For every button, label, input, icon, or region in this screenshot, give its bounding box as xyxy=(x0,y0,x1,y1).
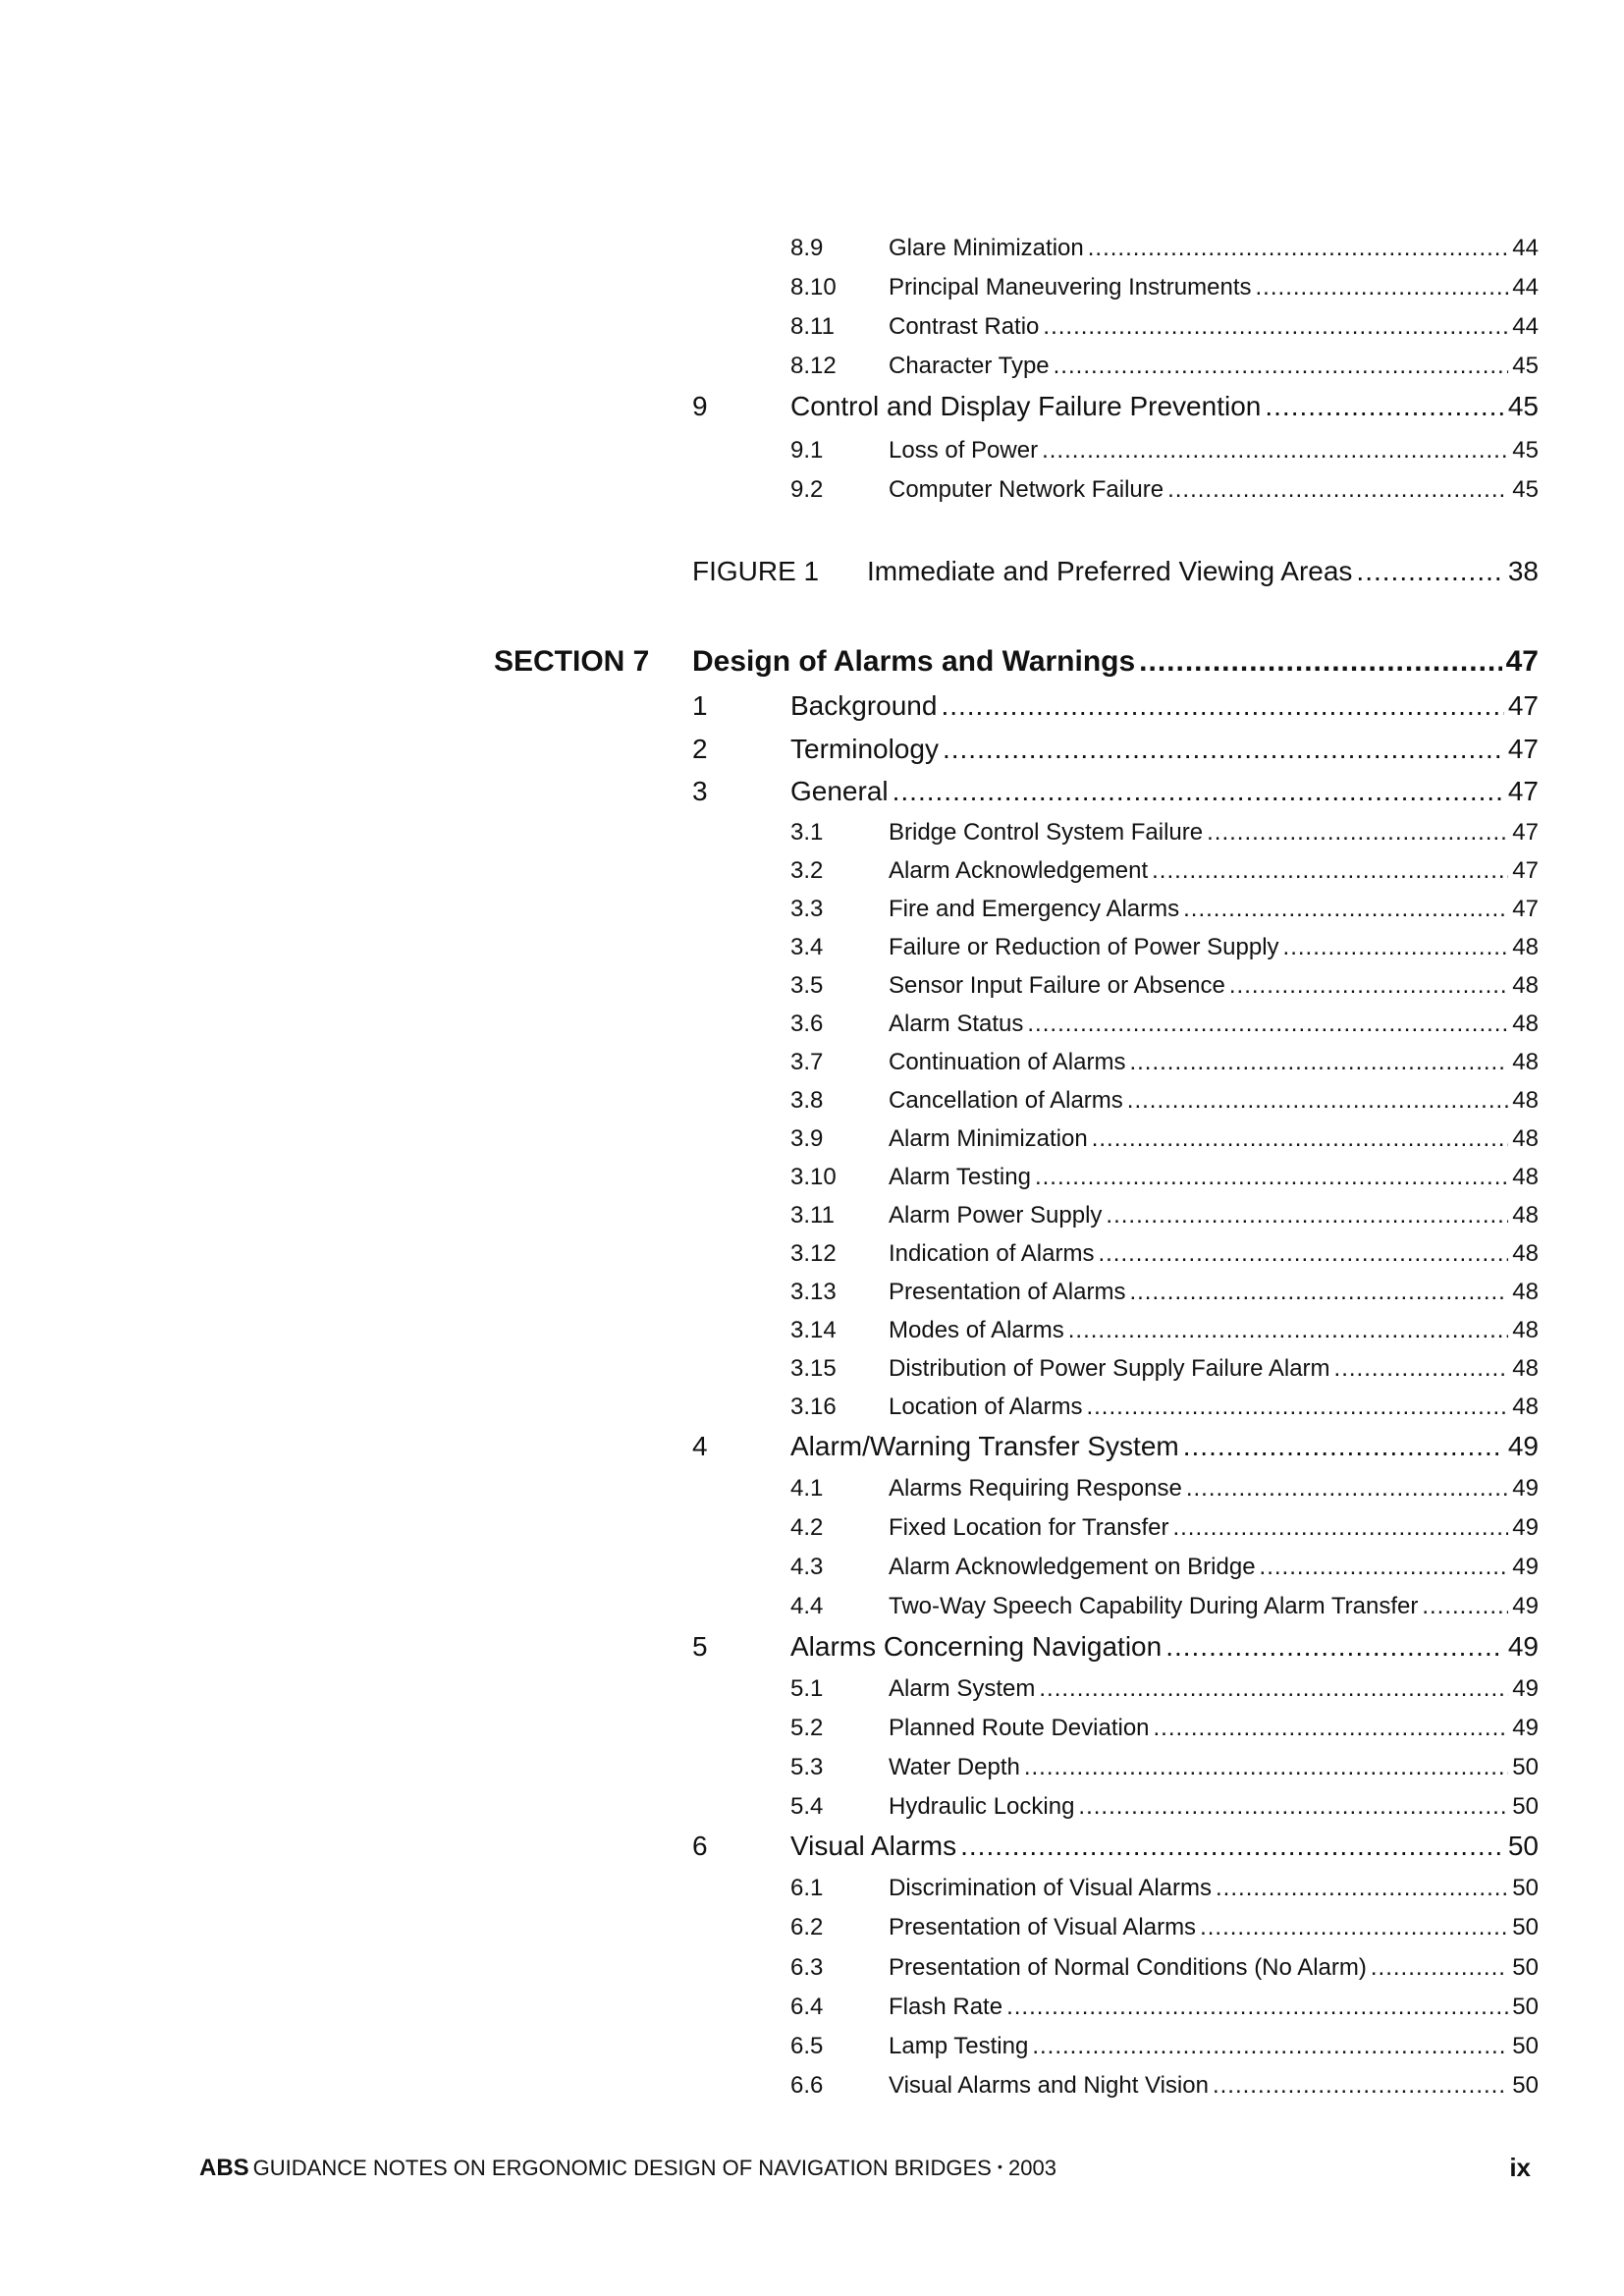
entry-number: 8.9 xyxy=(790,235,824,261)
entry-page: 45 xyxy=(1507,391,1539,421)
entry-number: 3.5 xyxy=(790,972,824,999)
entry-title: Contrast Ratio xyxy=(889,313,1040,340)
entry-number: 6.6 xyxy=(790,2072,824,2099)
entry-title: General xyxy=(790,776,889,806)
toc-subentry xyxy=(790,1355,1539,1383)
entry-number: 3.14 xyxy=(790,1317,837,1343)
toc-entry xyxy=(692,734,1539,765)
entry-page: 48 xyxy=(1512,1279,1539,1305)
entry-number: 3.3 xyxy=(790,896,824,922)
entry-title: Planned Route Deviation xyxy=(889,1715,1150,1741)
toc-subentry xyxy=(790,896,1539,923)
entry-page: 49 xyxy=(1512,1475,1539,1502)
dot-leader xyxy=(1207,819,1508,847)
toc-subentry xyxy=(790,1994,1539,2021)
section-title: Design of Alarms and Warnings xyxy=(692,645,1136,678)
entry-page: 50 xyxy=(1512,2072,1539,2099)
entry-page: 50 xyxy=(1512,1754,1539,1780)
entry-title: Alarm Power Supply xyxy=(889,1202,1103,1229)
entry-page: 48 xyxy=(1512,934,1539,960)
entry-number: 4.3 xyxy=(790,1554,824,1580)
entry-title: Character Type xyxy=(889,353,1050,379)
entry-title: Fire and Emergency Alarms xyxy=(889,896,1180,922)
entry-number: 6.4 xyxy=(790,1994,824,2020)
dot-leader xyxy=(941,690,1503,722)
toc-subentry xyxy=(790,1715,1539,1742)
entry-number: 6.1 xyxy=(790,1875,824,1901)
toc-subentry xyxy=(790,2072,1539,2100)
dot-leader xyxy=(1024,1754,1508,1781)
entry-title: Principal Maneuvering Instruments xyxy=(889,274,1252,301)
entry-page: 49 xyxy=(1512,1675,1539,1702)
entry-number: 4.4 xyxy=(790,1593,824,1619)
figure-entry xyxy=(692,556,1539,587)
dot-leader xyxy=(1183,896,1508,923)
entry-title: Fixed Location for Transfer xyxy=(889,1514,1169,1541)
entry-title: Alarm Acknowledgement xyxy=(889,857,1149,884)
dot-leader xyxy=(1167,476,1508,504)
entry-page: 50 xyxy=(1512,1994,1539,2020)
toc-subentry xyxy=(790,1514,1539,1542)
entry-number: 3.2 xyxy=(790,857,824,884)
toc-subentry xyxy=(790,1675,1539,1703)
dot-leader xyxy=(1213,2072,1508,2100)
dot-leader xyxy=(1098,1240,1508,1268)
entry-page: 48 xyxy=(1512,1049,1539,1075)
toc-subentry xyxy=(790,437,1539,465)
entry-page: 49 xyxy=(1507,1431,1539,1461)
footer-title: GUIDANCE NOTES ON ERGONOMIC DESIGN OF NAVIGATION BRIDGES xyxy=(252,2156,992,2180)
entry-number: 3.15 xyxy=(790,1355,837,1382)
entry-title: Alarm Status xyxy=(889,1011,1024,1037)
dot-leader xyxy=(1106,1202,1508,1230)
toc-entry xyxy=(692,1431,1539,1462)
toc-subentry xyxy=(790,1793,1539,1821)
toc-entry xyxy=(692,1831,1539,1862)
toc-subentry xyxy=(790,1279,1539,1306)
entry-title: Control and Display Failure Prevention xyxy=(790,391,1262,421)
dot-leader xyxy=(1068,1317,1509,1344)
toc-subentry xyxy=(790,1914,1539,1941)
entry-number: 3.13 xyxy=(790,1279,837,1305)
entry-number: 6 xyxy=(692,1831,708,1861)
toc-entry xyxy=(692,391,1539,422)
entry-title: Visual Alarms and Night Vision xyxy=(889,2072,1209,2099)
dot-leader xyxy=(1042,437,1508,465)
entry-page: 48 xyxy=(1512,1355,1539,1382)
dot-leader xyxy=(893,776,1504,807)
entry-number: 3.11 xyxy=(790,1202,835,1229)
entry-title: Location of Alarms xyxy=(889,1394,1083,1420)
entry-number: 4 xyxy=(692,1431,708,1461)
entry-title: Flash Rate xyxy=(889,1994,1003,2020)
dot-leader xyxy=(1092,1125,1509,1153)
entry-page: 48 xyxy=(1512,1125,1539,1152)
entry-number: 9.2 xyxy=(790,476,824,503)
entry-page: 44 xyxy=(1512,274,1539,301)
entry-title: Alarms Requiring Response xyxy=(889,1475,1182,1502)
entry-title: Computer Network Failure xyxy=(889,476,1164,503)
entry-number: 3.16 xyxy=(790,1394,837,1420)
dot-leader xyxy=(1256,274,1509,301)
entry-title: Presentation of Alarms xyxy=(889,1279,1126,1305)
entry-page: 48 xyxy=(1512,1202,1539,1229)
dot-leader xyxy=(1027,1011,1508,1038)
entry-number: 5.4 xyxy=(790,1793,824,1820)
dot-leader xyxy=(1265,391,1503,422)
toc-subentry xyxy=(790,235,1539,262)
dot-leader xyxy=(1165,1631,1504,1663)
toc-subentry xyxy=(790,1593,1539,1620)
entry-page: 47 xyxy=(1512,819,1539,846)
page-footer xyxy=(199,2155,1056,2182)
toc-subentry xyxy=(790,1317,1539,1344)
toc-subentry xyxy=(790,857,1539,885)
entry-title: Discrimination of Visual Alarms xyxy=(889,1875,1213,1901)
entry-title: Two-Way Speech Capability During Alarm Transfer xyxy=(889,1593,1419,1619)
entry-number: 5.3 xyxy=(790,1754,824,1780)
toc-subentry xyxy=(790,1087,1539,1115)
entry-page: 47 xyxy=(1512,857,1539,884)
entry-number: 5.2 xyxy=(790,1715,824,1741)
dot-leader xyxy=(1088,235,1509,262)
entry-title: Sensor Input Failure or Absence xyxy=(889,972,1225,999)
dot-leader xyxy=(1032,2033,1508,2060)
figure-page: 38 xyxy=(1507,556,1539,586)
entry-page: 48 xyxy=(1512,1317,1539,1343)
dot-leader xyxy=(943,734,1504,765)
dot-leader xyxy=(1356,556,1503,587)
entry-page: 49 xyxy=(1512,1593,1539,1619)
toc-subentry xyxy=(790,934,1539,961)
entry-number: 3.6 xyxy=(790,1011,824,1037)
dot-leader xyxy=(1043,313,1508,341)
dot-leader xyxy=(1283,934,1509,961)
entry-page: 49 xyxy=(1512,1715,1539,1741)
entry-page: 50 xyxy=(1507,1831,1539,1861)
entry-page: 44 xyxy=(1512,313,1539,340)
entry-number: 8.11 xyxy=(790,313,835,340)
section-page: 47 xyxy=(1505,645,1539,678)
entry-title: Distribution of Power Supply Failure Alarm xyxy=(889,1355,1330,1382)
entry-number: 5 xyxy=(692,1631,708,1662)
entry-number: 6.5 xyxy=(790,2033,824,2059)
dot-leader xyxy=(1035,1164,1508,1191)
toc-subentry xyxy=(790,1202,1539,1230)
dot-leader xyxy=(1334,1355,1509,1383)
entry-page: 50 xyxy=(1512,1954,1539,1981)
entry-page: 49 xyxy=(1512,1554,1539,1580)
toc-subentry xyxy=(790,1875,1539,1902)
entry-number: 8.10 xyxy=(790,274,837,301)
entry-title: Alarm Acknowledgement on Bridge xyxy=(889,1554,1256,1580)
entry-page: 47 xyxy=(1507,776,1539,806)
entry-title: Bridge Control System Failure xyxy=(889,819,1204,846)
entry-page: 45 xyxy=(1512,476,1539,503)
entry-title: Water Depth xyxy=(889,1754,1020,1780)
entry-number: 5.1 xyxy=(790,1675,824,1702)
entry-page: 48 xyxy=(1512,1087,1539,1114)
entry-page: 45 xyxy=(1512,353,1539,379)
entry-page: 47 xyxy=(1507,690,1539,721)
entry-title: Terminology xyxy=(790,734,939,764)
toc-entry xyxy=(692,1631,1539,1663)
entry-page: 47 xyxy=(1507,734,1539,764)
dot-leader xyxy=(1054,353,1509,380)
toc-subentry xyxy=(790,1475,1539,1503)
dot-leader xyxy=(1078,1793,1508,1821)
entry-page: 47 xyxy=(1512,896,1539,922)
entry-title: Glare Minimization xyxy=(889,235,1084,261)
entry-number: 3.7 xyxy=(790,1049,824,1075)
dot-leader xyxy=(1200,1914,1508,1941)
entry-page: 45 xyxy=(1512,437,1539,464)
entry-number: 3 xyxy=(692,776,708,806)
entry-page: 50 xyxy=(1512,2033,1539,2059)
entry-page: 48 xyxy=(1512,1011,1539,1037)
dot-leader xyxy=(1186,1475,1508,1503)
entry-title: Continuation of Alarms xyxy=(889,1049,1126,1075)
entry-number: 3.8 xyxy=(790,1087,824,1114)
entry-title: Lamp Testing xyxy=(889,2033,1029,2059)
toc-entry xyxy=(692,690,1539,722)
toc-subentry xyxy=(790,1049,1539,1076)
entry-number: 6.2 xyxy=(790,1914,824,1941)
toc-subentry xyxy=(790,1240,1539,1268)
entry-number: 1 xyxy=(692,690,708,721)
dot-leader xyxy=(1154,1715,1509,1742)
section-label: SECTION 7 xyxy=(494,645,650,678)
dot-leader xyxy=(1129,1279,1508,1306)
dot-leader xyxy=(1152,857,1508,885)
dot-leader xyxy=(1229,972,1508,1000)
entry-page: 50 xyxy=(1512,1875,1539,1901)
toc-subentry xyxy=(790,274,1539,301)
dot-leader xyxy=(1086,1394,1508,1421)
toc-subentry xyxy=(790,313,1539,341)
entry-number: 9.1 xyxy=(790,437,824,464)
section-heading xyxy=(692,645,1539,679)
toc-subentry xyxy=(790,1125,1539,1153)
entry-number: 9 xyxy=(692,391,708,421)
entry-title: Alarm/Warning Transfer System xyxy=(790,1431,1179,1461)
entry-title: Presentation of Normal Conditions (No Alarm) xyxy=(889,1954,1367,1981)
footer-year: 2003 xyxy=(1007,2156,1056,2180)
entry-page: 48 xyxy=(1512,1240,1539,1267)
entry-page: 44 xyxy=(1512,235,1539,261)
entry-title: Alarm System xyxy=(889,1675,1036,1702)
figure-title: Immediate and Preferred Viewing Areas xyxy=(867,556,1353,586)
toc-subentry xyxy=(790,476,1539,504)
toc-subentry xyxy=(790,972,1539,1000)
dot-leader xyxy=(960,1831,1504,1862)
dot-leader xyxy=(1172,1514,1508,1542)
entry-number: 6.3 xyxy=(790,1954,824,1981)
entry-title: Visual Alarms xyxy=(790,1831,957,1861)
entry-number: 3.10 xyxy=(790,1164,837,1190)
entry-number: 4.2 xyxy=(790,1514,824,1541)
entry-page: 50 xyxy=(1512,1914,1539,1941)
entry-title: Hydraulic Locking xyxy=(889,1793,1075,1820)
dot-leader xyxy=(1183,1431,1504,1462)
entry-number: 3.1 xyxy=(790,819,824,846)
entry-number: 3.9 xyxy=(790,1125,824,1152)
entry-title: Failure or Reduction of Power Supply xyxy=(889,934,1279,960)
dot-leader xyxy=(1129,1049,1508,1076)
dot-leader xyxy=(1039,1675,1508,1703)
dot-leader xyxy=(1006,1994,1508,2021)
dot-leader xyxy=(1139,645,1501,679)
toc-subentry xyxy=(790,1164,1539,1191)
toc-subentry xyxy=(790,1954,1539,1982)
dot-leader xyxy=(1216,1875,1508,1902)
entry-number: 8.12 xyxy=(790,353,837,379)
entry-page: 49 xyxy=(1507,1631,1539,1662)
abs-logo-text: ABS xyxy=(199,2155,249,2181)
entry-page: 48 xyxy=(1512,972,1539,999)
entry-title: Presentation of Visual Alarms xyxy=(889,1914,1197,1941)
toc-subentry xyxy=(790,1554,1539,1581)
entry-page: 48 xyxy=(1512,1164,1539,1190)
entry-number: 3.12 xyxy=(790,1240,837,1267)
entry-title: Loss of Power xyxy=(889,437,1039,464)
figure-label: FIGURE 1 xyxy=(692,556,820,586)
entry-title: Alarm Testing xyxy=(889,1164,1031,1190)
dot-leader xyxy=(1422,1593,1508,1620)
entry-title: Indication of Alarms xyxy=(889,1240,1095,1267)
entry-title: Alarms Concerning Navigation xyxy=(790,1631,1163,1662)
toc-entry xyxy=(692,776,1539,807)
toc-subentry xyxy=(790,353,1539,380)
page-number: ix xyxy=(1509,2153,1531,2182)
entry-number: 3.4 xyxy=(790,934,824,960)
toc-subentry xyxy=(790,2033,1539,2060)
entry-title: Cancellation of Alarms xyxy=(889,1087,1123,1114)
entry-number: 2 xyxy=(692,734,708,764)
dot-leader xyxy=(1127,1087,1509,1115)
toc-subentry xyxy=(790,1754,1539,1781)
entry-title: Background xyxy=(790,690,938,721)
entry-number: 4.1 xyxy=(790,1475,824,1502)
entry-page: 48 xyxy=(1512,1394,1539,1420)
footer-bullet: • xyxy=(997,2159,1002,2174)
dot-leader xyxy=(1371,1954,1508,1982)
entry-title: Modes of Alarms xyxy=(889,1317,1064,1343)
toc-subentry xyxy=(790,1394,1539,1421)
toc-subentry xyxy=(790,1011,1539,1038)
entry-page: 49 xyxy=(1512,1514,1539,1541)
toc-subentry xyxy=(790,819,1539,847)
entry-title: Alarm Minimization xyxy=(889,1125,1088,1152)
dot-leader xyxy=(1260,1554,1509,1581)
entry-page: 50 xyxy=(1512,1793,1539,1820)
